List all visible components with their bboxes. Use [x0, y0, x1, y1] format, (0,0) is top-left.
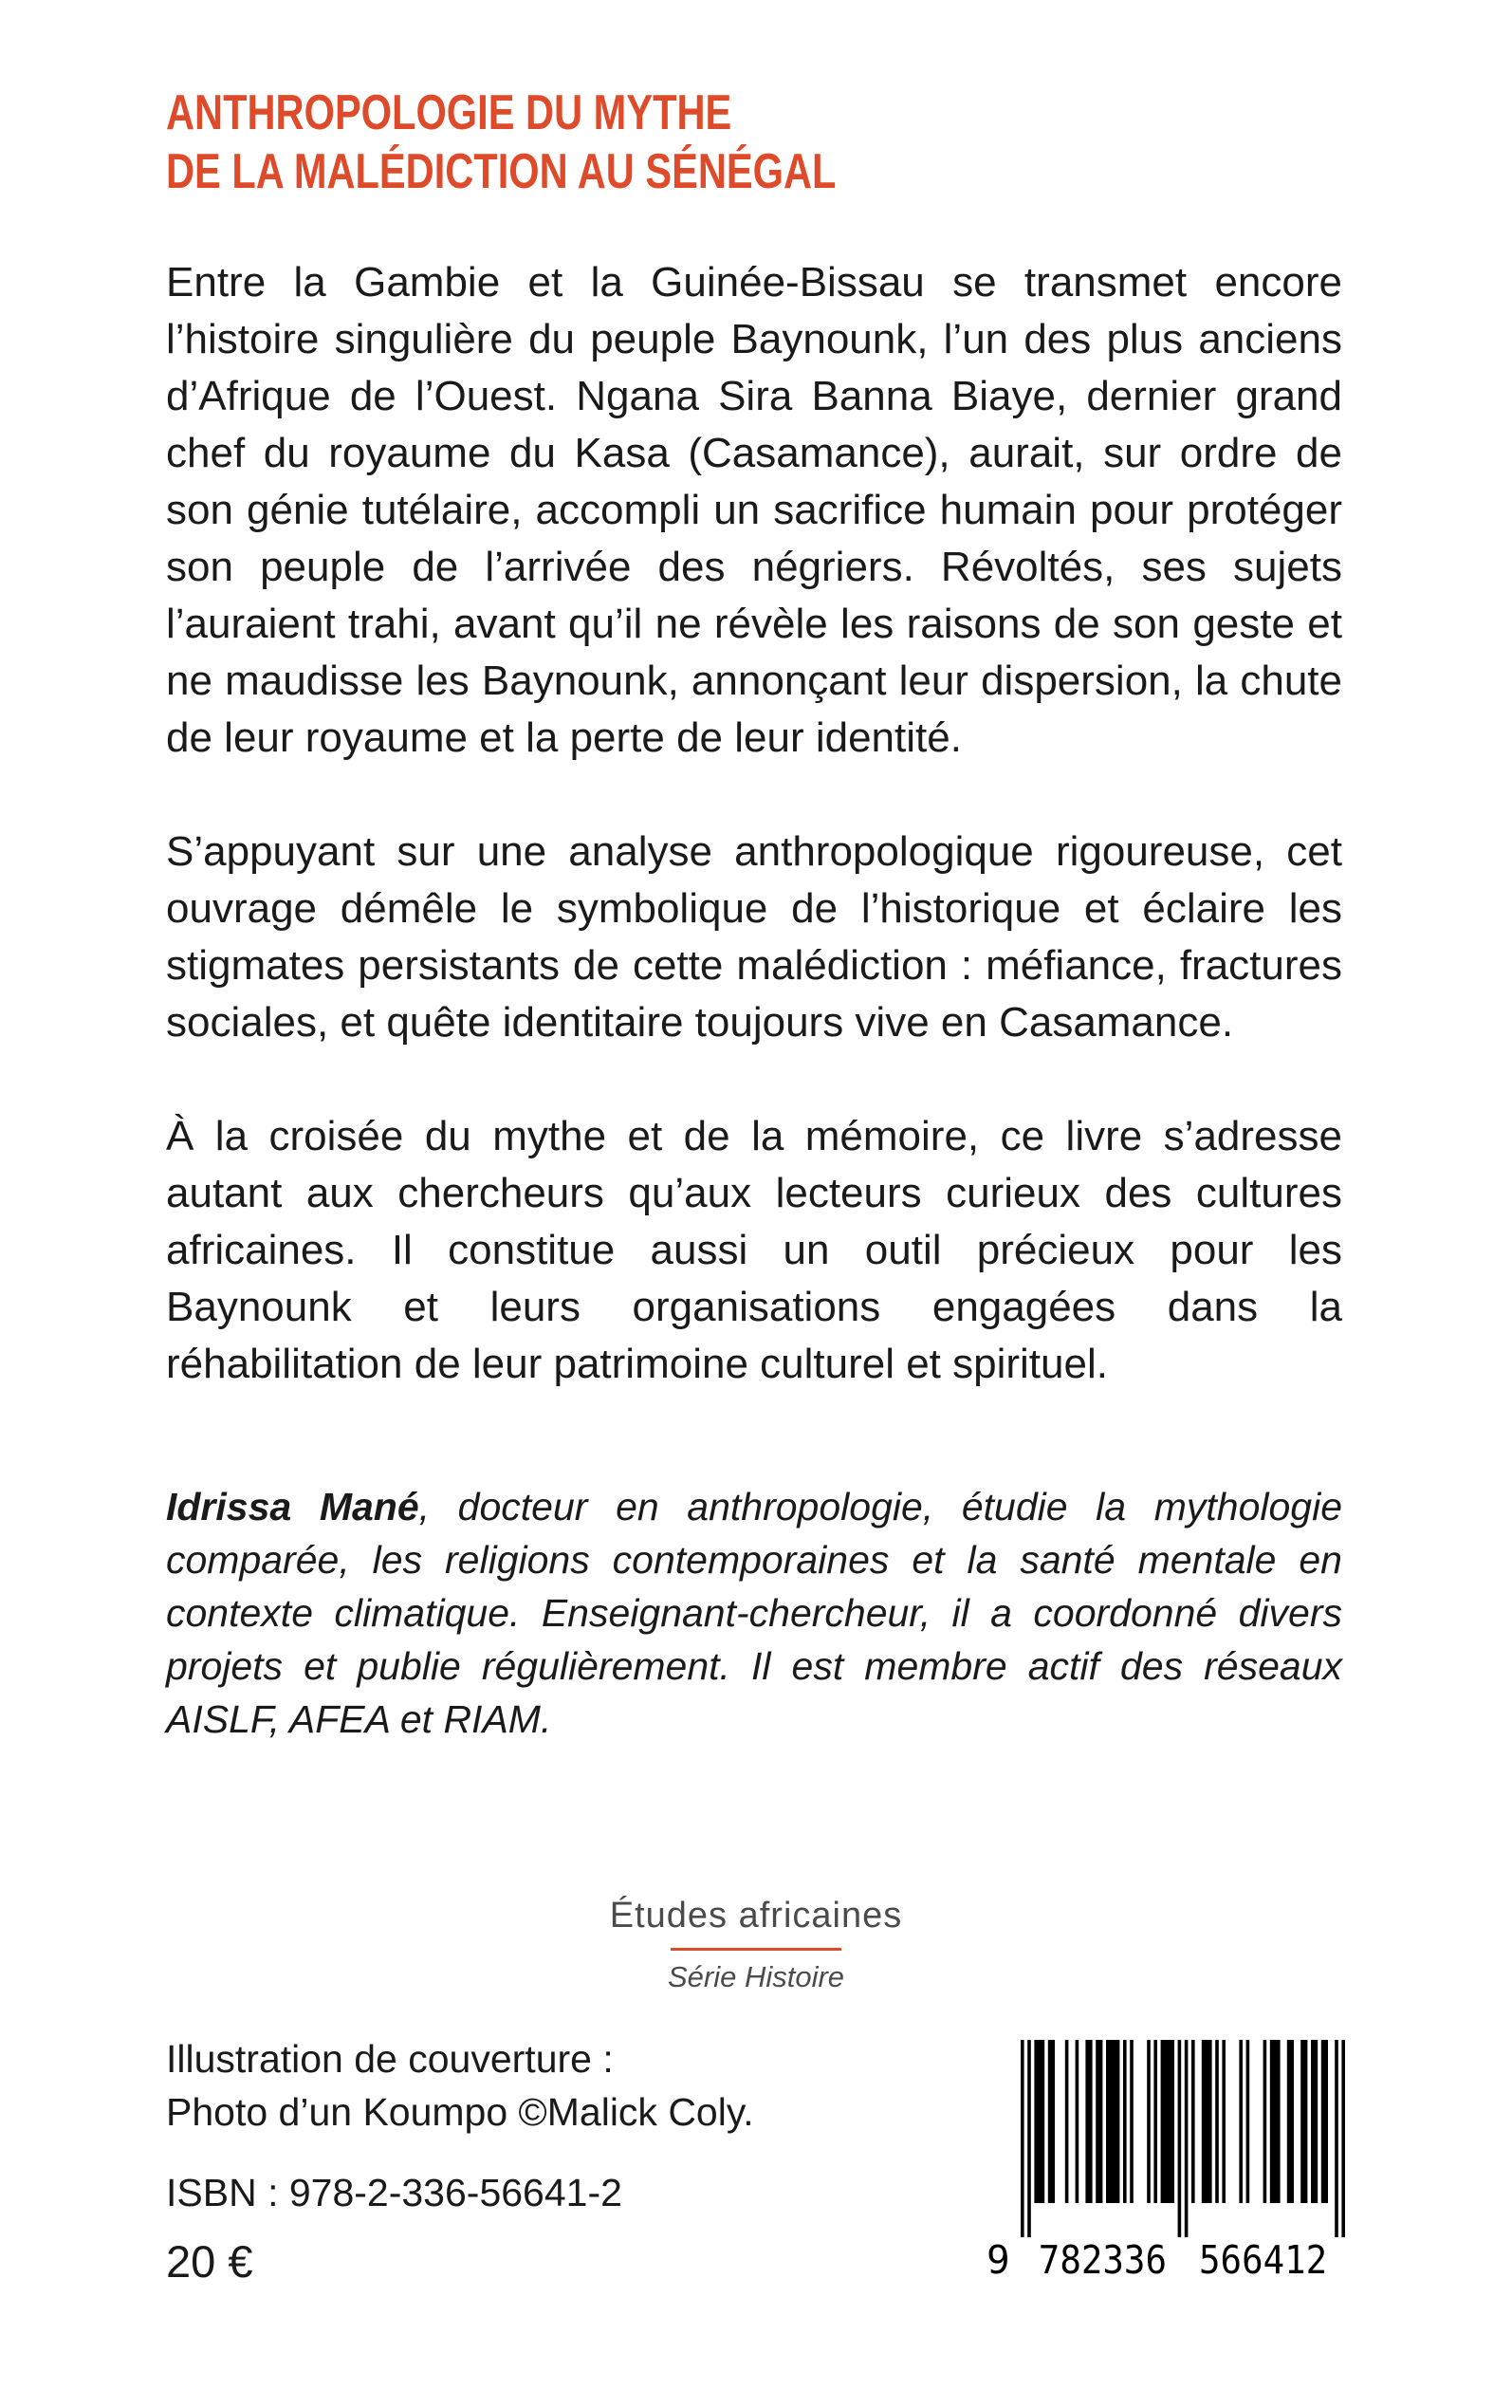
collection-block — [0, 1896, 1512, 1994]
credit-line-2: Photo d’un Koumpo ©Malick Coly. — [166, 2090, 754, 2134]
ean13-barcode — [986, 2040, 1353, 2279]
book-title-line-2: DE LA MALÉDICTION AU SÉNÉGAL — [166, 144, 837, 199]
svg-text:566412: 566412 — [1199, 2237, 1328, 2279]
cover-illustration-credits — [166, 2032, 754, 2139]
author-bio — [166, 1480, 1342, 1746]
svg-text:782336: 782336 — [1038, 2237, 1167, 2279]
svg-text:9: 9 — [986, 2237, 1010, 2279]
price-tag: 20 € — [166, 2236, 253, 2287]
synopsis-paragraph: Entre la Gambie et la Guinée-Bissau se transmet encore l’histoire singulière du peuple Baynounk, l’un des plus anciens d’Afrique de l’Ouest. Ngana Sira Banna Biaye, dernier grand chef du royaume du Kasa (Casamance), aurait, sur ordre de son génie tutélaire, accompli un sacrifice humain pour protéger son peuple de l’arrivée des négriers. Révoltés, ses sujets l’auraient trahi, avant qu’il ne révèle les raisons de son geste et ne maudisse les Baynounk, annonçant leur dispersion, la chute de leur royaume et la perte de leur identité. — [166, 259, 1342, 761]
credit-line-1: Illustration de couverture : — [166, 2037, 614, 2081]
book-title-line-1: ANTHROPOLOGIE DU MYTHE — [166, 85, 732, 140]
collection-series: Série Histoire — [667, 1960, 845, 1993]
collection-divider — [671, 1948, 841, 1951]
collection-name: Études africaines — [609, 1896, 903, 1936]
isbn-number: ISBN : 978-2-336-56641-2 — [166, 2171, 622, 2214]
book-title — [166, 83, 1107, 201]
main-text-column — [166, 83, 1342, 1746]
analysis-paragraph: S’appuyant sur une analyse anthropologique rigoureuse, cet ouvrage démêle le symbolique de l’historique et éclaire les stigmates persistants de cette malédiction : méfiance, fractures sociales, et quête identitaire toujours vive en Casamance. — [166, 828, 1342, 1046]
author-bio-text: , docteur en anthropologie, étudie la mythologie comparée, les religions contemporaines et la santé mentale en contexte climatique. Enseignant-chercheur, il a coordonné divers projets et publie régulièrement. Il est membre actif des réseaux AISLF, AFEA et RIAM. — [166, 1485, 1342, 1741]
author-name: Idrissa Mané — [166, 1485, 419, 1528]
audience-paragraph: À la croisée du mythe et de la mémoire, ce livre s’adresse autant aux chercheurs qu’aux lecteurs curieux des cultures africaines. Il constitue aussi un outil précieux pour les Baynounk et leurs organisations engagées dans la réhabilitation de leur patrimoine culturel et spirituel. — [166, 1113, 1342, 1387]
